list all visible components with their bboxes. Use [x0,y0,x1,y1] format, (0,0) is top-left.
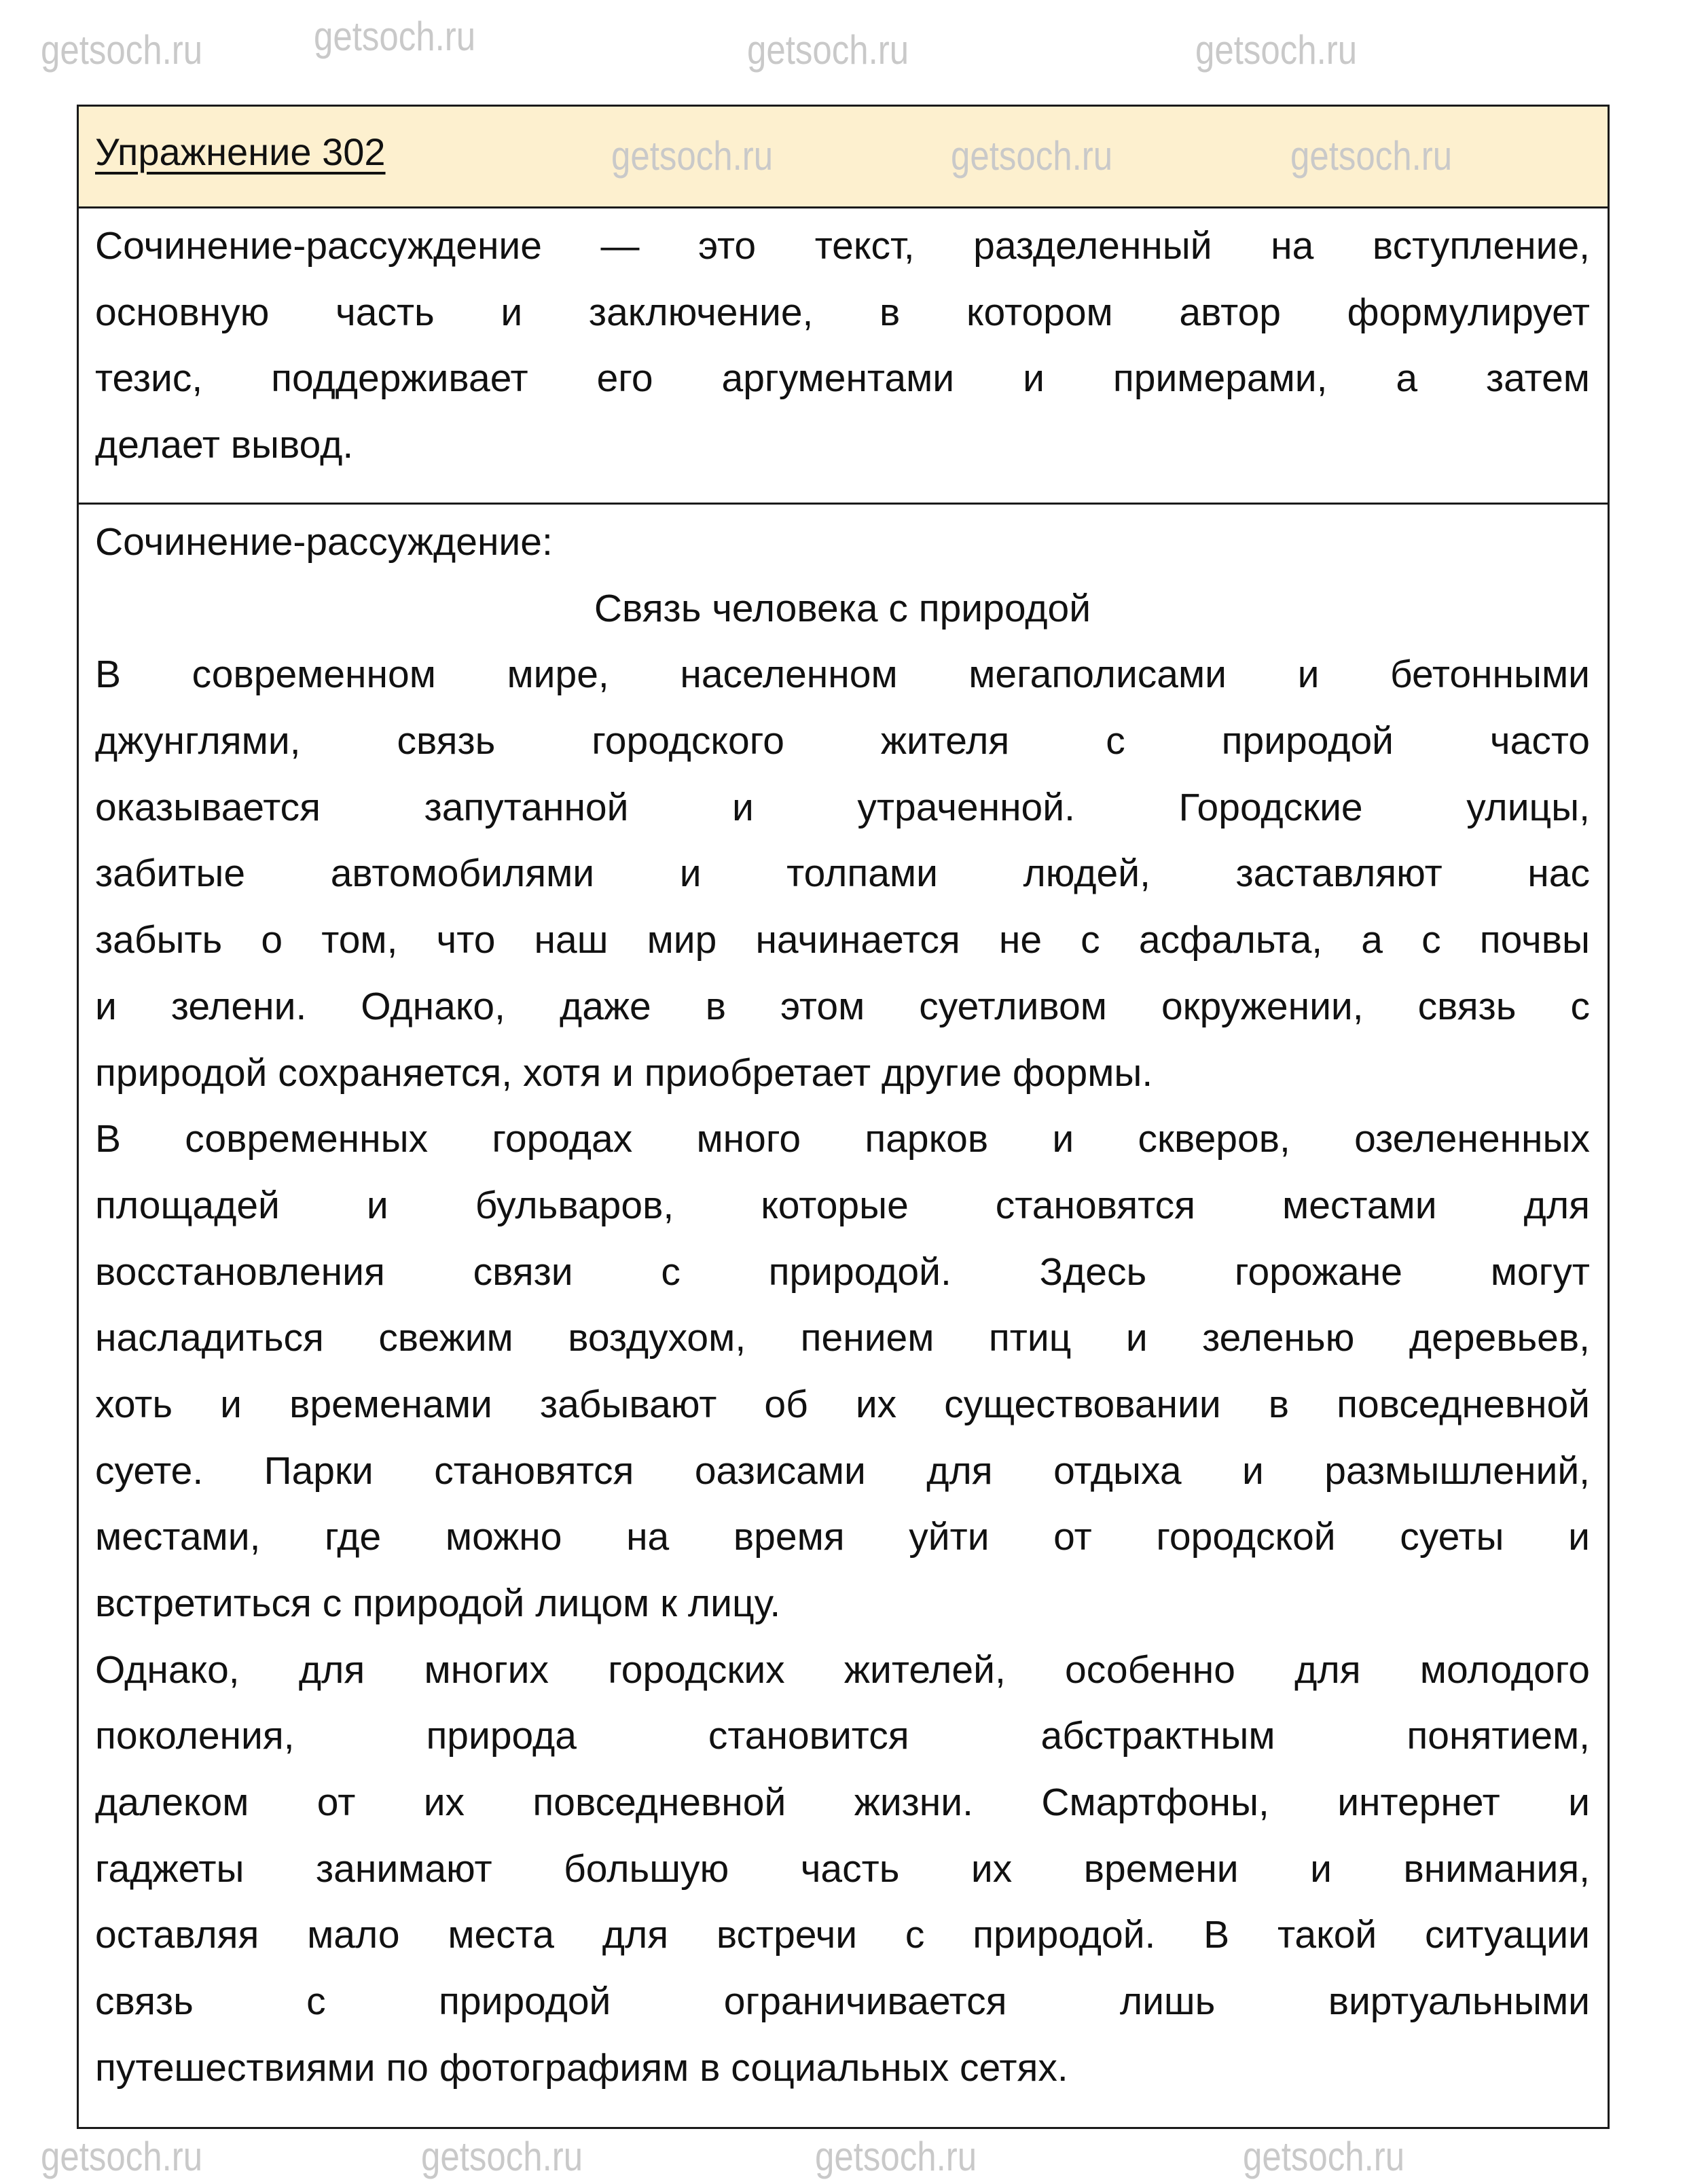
essay-label: Сочинение-рассуждение: [95,520,553,564]
essay-paragraph-line: джунглями, связь городского жителя с природой часто [95,719,1590,763]
essay-paragraph-line: хоть и временами забывают об их существовании в повседневной [95,1382,1590,1426]
essay-paragraph-line: суете. Парки становятся оазисами для отдыха и размышлений, [95,1449,1590,1493]
essay-paragraph-line: В современном мире, населенном мегаполисами и бетонными [95,653,1590,697]
definition-line: основную часть и заключение, в котором автор формулирует [95,290,1590,334]
essay-paragraph-line: оставляя мало места для встречи с природой. В такой ситуации [95,1913,1590,1957]
essay-paragraph-line: гаджеты занимают большую часть их времени и внимания, [95,1846,1590,1891]
essay-paragraph-line: забыть о том, что наш мир начинается не с асфальта, а с почвы [95,918,1590,962]
watermark: getsoch.ru [41,2134,203,2179]
essay-paragraph-line: насладиться свежим воздухом, пением птиц и зеленью деревьев, [95,1316,1590,1360]
essay-cell [79,505,1608,2102]
exercise-title: Упражнение 302 [95,130,386,173]
definition-cell [79,208,1608,505]
definition-line: Сочинение-рассуждение — это текст, разделенный на вступление, [95,224,1590,268]
essay-paragraph-line: забитые автомобилями и толпами людей, заставляют нас [95,852,1590,896]
essay-paragraph-line: встретиться с природой лицом к лицу. [95,1582,781,1625]
essay-paragraph-line: восстановления связи с природой. Здесь горожане могут [95,1250,1590,1294]
definition-line: делает вывод. [95,423,354,467]
essay-paragraph-line: площадей и бульваров, которые становятся местами для [95,1183,1590,1227]
exercise-table [77,105,1610,2129]
essay-paragraph-line: далеком от их повседневной жизни. Смартфоны, интернет и [95,1781,1590,1825]
essay-paragraph-line: поколения, природа становится абстрактным понятием, [95,1714,1590,1758]
watermark: getsoch.ru [314,14,476,59]
essay-paragraph-line: и зелени. Однако, даже в этом суетливом окружении, связь с [95,984,1590,1028]
watermark: getsoch.ru [421,2134,583,2179]
watermark: getsoch.ru [815,2134,977,2179]
essay-paragraph-line: путешествиями по фотографиям в социальных сетях. [95,2045,1068,2090]
watermark: getsoch.ru [1243,2134,1405,2179]
watermark: getsoch.ru [951,133,1113,179]
essay-paragraph-line: природой сохраняется, хотя и приобретает другие формы. [95,1051,1153,1095]
watermark: getsoch.ru [1195,27,1358,73]
essay-title: Связь человека с природой [594,586,1091,630]
exercise-header [79,107,1608,208]
watermark: getsoch.ru [747,27,909,73]
definition-line: тезис, поддерживает его аргументами и примерами, а затем [95,357,1590,401]
watermark: getsoch.ru [611,133,774,179]
watermark: getsoch.ru [1290,133,1453,179]
essay-paragraph-line: Однако, для многих городских жителей, особенно для молодого [95,1648,1590,1692]
essay-paragraph-line: местами, где можно на время уйти от городской суеты и [95,1515,1590,1559]
essay-paragraph-line: оказывается запутанной и утраченной. Городские улицы, [95,785,1590,829]
essay-paragraph-line: В современных городах много парков и скверов, озелененных [95,1117,1590,1161]
watermark: getsoch.ru [41,27,203,73]
essay-paragraph-line: связь с природой ограничивается лишь виртуальными [95,1980,1590,2024]
